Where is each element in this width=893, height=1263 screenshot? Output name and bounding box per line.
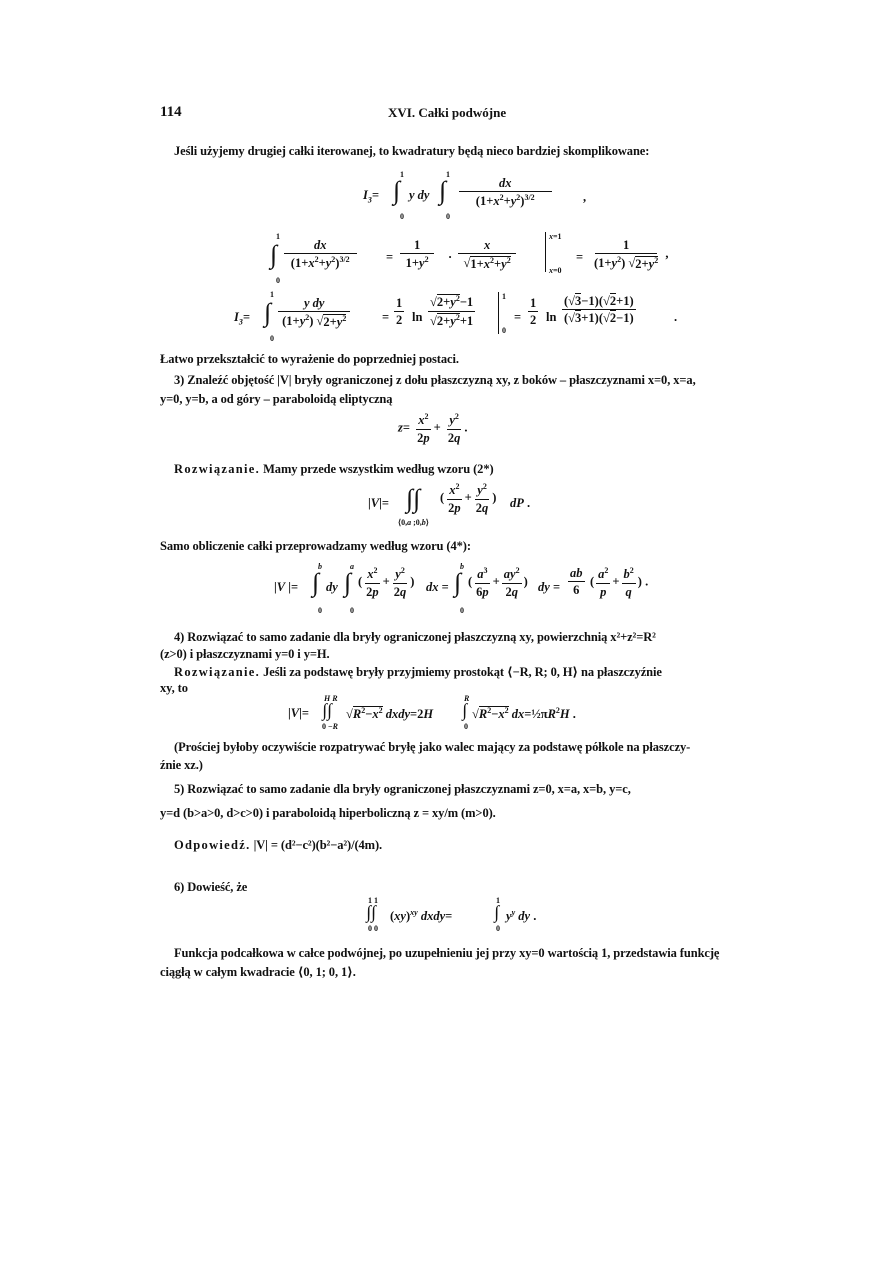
paragraph-samo: Samo obliczenie całki przeprowadzamy według wzoru (4*): bbox=[160, 539, 471, 553]
problem-5-line2: y=d (b>a>0, d>c>0) i paraboloidą hiperboliczną z = xy/m (m>0). bbox=[160, 806, 496, 820]
equation-inner-integral: ∫ 1 0 $\frac{dx}{(1+x^2+y^2)^{3/2}}$ = $\frac{1}{1+y^2}$ · $\frac{x}{√1+x^2+y^2}$ x=1 x=0 = bbox=[270, 232, 584, 285]
solution-2 bbox=[174, 664, 662, 680]
chapter-title: XVI. Całki podwójne bbox=[388, 105, 507, 120]
problem-3-line2: y=0, y=b, a od góry – paraboloidą eliptyczną bbox=[160, 392, 393, 406]
solution-label: Rozwiązanie. bbox=[174, 665, 261, 679]
paragraph-funkcja-line2: ciągłą w całym kwadracie ⟨0, 1; 0, 1⟩. bbox=[160, 965, 356, 979]
equation-volume-result: ( $\frac{a^2}{p}$ + $\frac{b^2}{q}$ ) . bbox=[590, 566, 649, 599]
intro-paragraph: Jeśli użyjemy drugiej całki iterowanej, to kwadratury będą nieco bardziej skomplikowane: bbox=[174, 144, 650, 158]
paragraph-latwo: Łatwo przekształcić to wyrażenie do poprzedniej postaci. bbox=[160, 352, 459, 366]
equation-paraboloid: z= $\frac{x^2}{2p}$ + $\frac{y^2}{2q}$ . bbox=[398, 412, 468, 445]
equation-i3-result: $I_3=$ ∫ 1 0 $\frac{\text{y dy}}{(1+y^2) √2+y^2}$ = $\frac{1}{2}$ ln $\frac{√2+y^2-1}{√2+y^2+1}$ 1 0 = $\frac{1}{2}$ ln $\frac{(√3-1)(√2+1)}{(√3+1)(√2-1)}$ . bbox=[234, 290, 678, 343]
solution-1 bbox=[174, 462, 494, 477]
solution-label: Rozwiązanie. bbox=[174, 462, 261, 476]
equation-inner-result: $\frac{1}{(1+y^2) √2+y^2}$ , bbox=[594, 238, 669, 271]
problem-6: 6) Dowieść, że bbox=[174, 880, 248, 894]
paragraph-prosciej-line2: źnie xz.) bbox=[160, 758, 203, 772]
equation-volume-double: |V|= ∫∫ ⟨0,a ;0,b⟩ ( $\frac{x^2}{2p}$ + $\frac{y^2}{2q}$ ) dP . bbox=[368, 482, 531, 527]
page-number: 114 bbox=[160, 104, 182, 120]
problem-5-line1: 5) Rozwiązać to samo zadanie dla bryły ograniczonej płaszczyznami z=0, x=a, x=b, y=c, bbox=[174, 782, 631, 796]
answer bbox=[174, 838, 382, 853]
solution-text: Jeśli za podstawę bryły przyjmiemy prostokąt ⟨−R, R; 0, H⟩ na płaszczyźnie bbox=[263, 665, 662, 679]
book-page: 114 XVI. Całki podwójne Jeśli użyjemy drugiej całki iterowanej, to kwadratury będą nieco bardziej skomplikowane: $I_3=$ ∫ 1 0 y dy ∫ 1 0 $\frac{dx}{(1+x^2+y^2)^{3/2}}$ , ∫ 1 0 $\frac{dx}{(1+x^2+y^2)^{3/2}}$ = $\frac{1}{1+y^2}$ · $\frac{x}{√1+x^2+y^2}$ x=1 x=0 = $\frac{1}{(1+y^2) √2+y^2}$ , $I_3=$ ∫ 1 0 $\frac{\text{y dy}}{(1+y^2) √2+y^2}$ = $\frac{1}{2}$ ln $\frac{√2+y^2-1}{√2+y^2+1}$ 1 0 = $\frac{1}{2}$ ln $\frac{(√3-1)(√2+1)}{(√3+1)(√2-1)}$ . Łatwo przekształcić to wyrażenie do poprzedniej postaci. 3) Znaleźć objętość |V| bryły ograniczonej z dołu płaszczyzną xy, z boków – płaszczyznami x=0, x=a, y=0, y=b, a od góry – paraboloidą eliptyczną z= $\frac{x^2}{2p}$ + $\frac{y^2}{2q}$ . Rozwiązanie. Mamy przede wszystkim według wzoru (2*) |V|= ∫∫ ⟨0,a ;0,b⟩ ( $\frac{x^2}{2p}$ + $\frac{y^2}{2q}$ ) dP . Samo obliczenie całki przeprowadzamy według wzoru (4*): |V |= ∫ b 0 dy ∫ a 0 ( $\frac{x^2}{2p}$ + $\frac{y^2}{2q}$ ) dx = ∫ b 0 ( $\frac{a^3}{6p}$ + $\frac{ay^2}{2q}$ ) dy = $\frac{ab}{6}$ ( $\frac{a^2}{p}$ + $\frac{b^2}{q}$ ) . 4) Rozwiązać to samo zadanie dla bryły ograniczonej płaszczyzną xy, powierzchnią x²+z²=R² (z>0) i płaszczyznami y=0 i y=H. Rozwiązanie. Jeśli za podstawę bryły przyjmiemy prostokąt ⟨−R, R; 0, H⟩ na płaszczyźnie xy, to |V|= ∫∫ H R 0 −R $√R^2-x^2$ dxdy=2H ∫ R 0 $√R^2-x^2$ $dx=\frac{1}{2}\pi R^2H$ . (Prościej byłoby oczywiście rozpatrywać bryłę jako walec mający za podstawę półkole na płaszczy- źnie xz.) 5) Rozwiązać to samo zadanie dla bryły ograniczonej płaszczyznami z=0, x=a, x=b, y=c, y=d (b>a>0, d>c>0) i paraboloidą hiperboliczną z = xy/m (m>0). Odpowiedź. |V| = (d²−c²)(b²−a²)/(4m). 6) Dowieść, że ∫∫ 1 1 0 0 (xy)$^{xy}$ dxdy= ∫ 1 0 $y^y$ dy . Funkcja podcałkowa w całce podwójnej, po uzupełnieniu jej przy xy=0 wartością 1, przedstawia funkcję ciągłą w całym kwadracie ⟨0, 1; 0, 1⟩. bbox=[160, 104, 720, 979]
equation-volume-iterated: |V |= ∫ b 0 dy ∫ a 0 ( $\frac{x^2}{2p}$ + $\frac{y^2}{2q}$ ) dx = ∫ b 0 ( $\frac{a^3}{6p}$ + $\frac{ay^2}{2q}$ ) dy = $\frac{ab}{6}$ bbox=[274, 562, 583, 615]
answer-text: |V| = (d²−c²)(b²−a²)/(4m). bbox=[253, 838, 383, 852]
equation-cylinder-volume: |V|= ∫∫ H R 0 −R $√R^2-x^2$ dxdy=2H ∫ R 0 $√R^2-x^2$ $dx=\frac{1}{2}\pi R^2H$ . bbox=[288, 694, 576, 731]
problem-3-line1: 3) Znaleźć objętość |V| bryły ograniczonej z dołu płaszczyzną xy, z boków – płaszczyznami x=0, x=a, bbox=[174, 373, 696, 387]
problem-4-line2: (z>0) i płaszczyznami y=0 i y=H. bbox=[160, 647, 330, 661]
solution-2-line2: xy, to bbox=[160, 681, 188, 695]
problem-4-line1: 4) Rozwiązać to samo zadanie dla bryły ograniczonej płaszczyzną xy, powierzchnią x²+z²=R² bbox=[174, 630, 656, 644]
paragraph-funkcja-line1: Funkcja podcałkowa w całce podwójnej, po uzupełnieniu jej przy xy=0 wartością 1, przedstawia funkcję bbox=[174, 946, 720, 960]
paragraph-prosciej-line1: (Prościej byłoby oczywiście rozpatrywać bryłę jako walec mający za podstawę półkole na płaszczy- bbox=[174, 740, 691, 754]
equation-prove: ∫∫ 1 1 0 0 (xy)$^{xy}$ dxdy= ∫ 1 0 $y^y$ dy . bbox=[366, 896, 537, 933]
answer-label: Odpowiedź. bbox=[174, 838, 251, 852]
solution-text: Mamy przede wszystkim według wzoru (2*) bbox=[263, 462, 494, 476]
